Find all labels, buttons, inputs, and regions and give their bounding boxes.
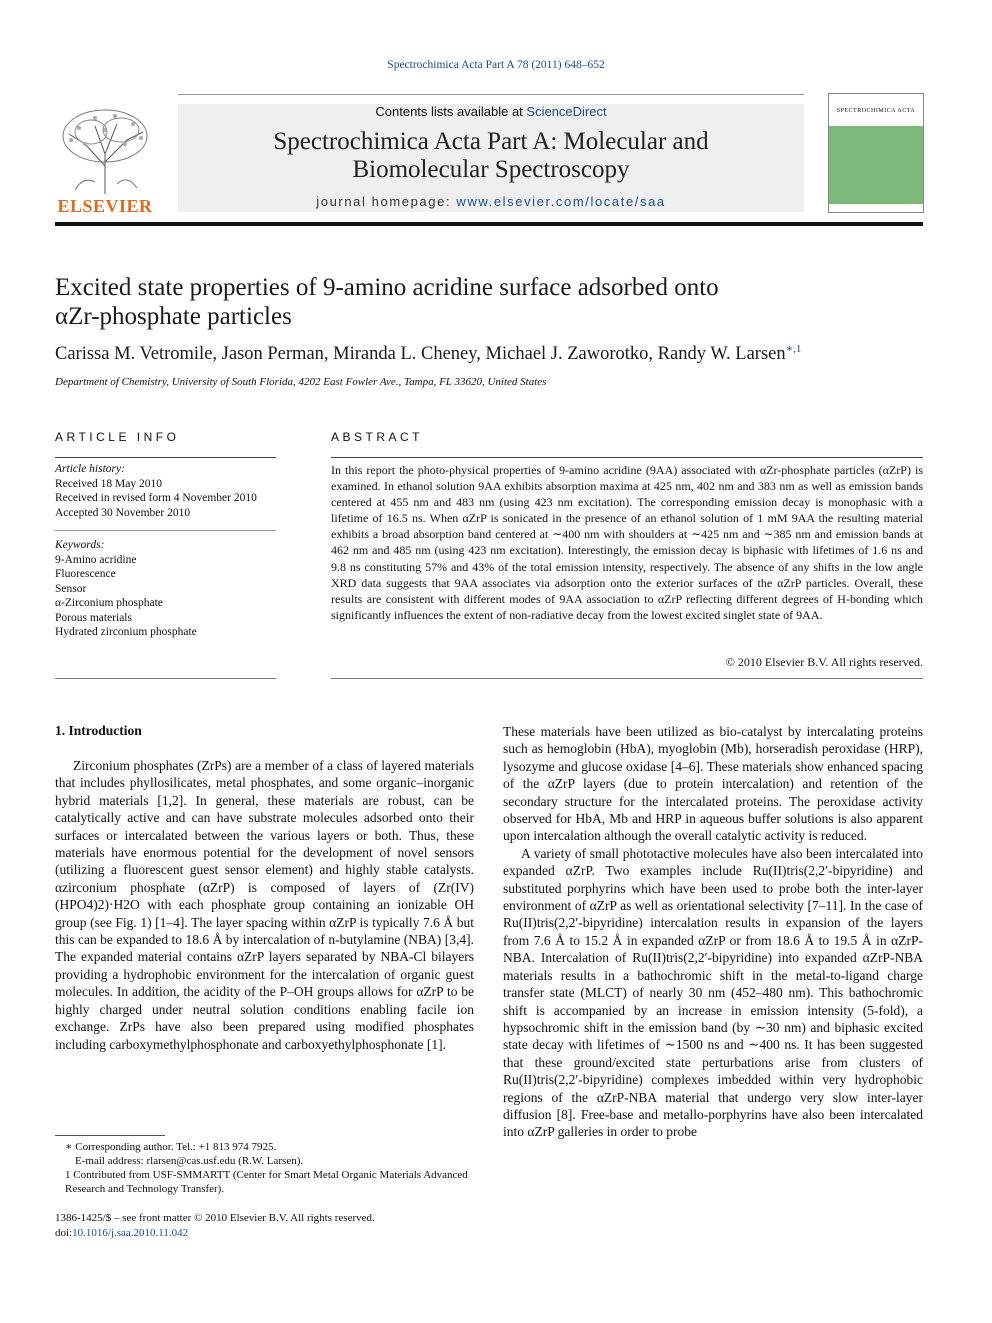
paragraph: Zirconium phosphates (ZrPs) are a member of a class of layered materials that includes phyllosilicates, metal phosphates, and some organic–inorganic hybrid materials [1,2]. In general, these materials are robust, can be catalytically active and can have substrate molecules adsorbed onto their surfaces or intercalated between the various layers or both. Thus, these materials have enormous potential for the development of novel sensors (utilizing a fluorescent guest sensor element) and highly stable catalysts. αzirconium phosphate (αZrP) is composed of layers of (Zr(IV)(HPO4)2)·H2O with each phosphate group containing an ionizable OH group (see Fig. 1) [1–4]. The layer spacing within αZrP is typically 7.6 Å but this can be expanded to 18.6 Å by intercalation of n-butylamine (NBA) [3,4]. The expanded material contains αZrP layers separated by NBA-Cl bilayers providing a hydrophobic environment for the intercalation of organic guest molecules. In addition, the acidity of the P–OH groups allows for αZrP to be highly charged under neutral solution conditions enabling facile ion exchange. ZrPs have also been prepared using modified phosphates including carboxymethylphosphonate and carboxyethylphosphonate [1]. — [55, 758, 474, 1052]
publisher-logo-text: ELSEVIER — [57, 196, 153, 216]
doi-link[interactable]: 10.1016/j.saa.2010.11.042 — [72, 1226, 189, 1239]
issn-line: 1386-1425/$ – see front matter © 2010 Elsevier B.V. All rights reserved. — [55, 1212, 375, 1224]
journal-reference[interactable]: Spectrochimica Acta Part A 78 (2011) 648–652 — [387, 59, 605, 71]
homepage-link[interactable]: www.elsevier.com/locate/saa — [456, 194, 666, 209]
article-info-heading: ARTICLE INFO — [55, 430, 180, 444]
journal-homepage — [178, 194, 804, 209]
history-revised: Received in revised form 4 November 2010 — [55, 492, 257, 504]
journal-title — [178, 128, 804, 184]
article-title-line2: αZr-phosphate particles — [55, 303, 292, 330]
contents-line — [178, 104, 804, 119]
body-right-column — [503, 723, 923, 1141]
keyword: 9-Amino acridine — [55, 553, 137, 566]
article-title — [55, 273, 915, 331]
author-marks[interactable]: ∗,1 — [785, 343, 802, 355]
article-identifiers — [55, 1211, 475, 1240]
journal-title-line1: Spectrochimica Acta Part A: Molecular and — [273, 128, 709, 155]
masthead-top-rule — [178, 94, 804, 95]
keyword: Hydrated zirconium phosphate — [55, 626, 197, 638]
footnote-corresponding: ∗ Corresponding author. Tel.: +1 813 974 7925. — [65, 1141, 277, 1153]
article-info-rule — [55, 457, 276, 458]
article-history — [55, 462, 276, 520]
footnote-email[interactable]: E-mail address: rlarsen@cas.usf.edu (R.W. Larsen). — [75, 1155, 304, 1167]
footnote-contribution: 1 Contributed from USF-SMMARTT (Center for Smart Metal Organic Materials Advanced Research and Technology Transfer). — [65, 1169, 468, 1195]
abstract-bottom-rule — [331, 678, 923, 679]
keyword: Porous materials — [55, 611, 132, 624]
paragraph: These materials have been utilized as bio-catalyst by intercalating proteins such as hemoglobin (HbA), myoglobin (Mb), horseradish peroxidase (HRP), lysozyme and glucose oxidase [4–6]. These materials show enhanced spacing of the αZrP layers (due to protein intercalation) and retention of the secondary structure for the intercalated proteins. The peroxidase activity observed for HbA, Mb and HRP in aqueous buffer solutions is also apparent upon intercalation although the overall catalytic activity is reduced. — [503, 724, 923, 844]
doi-prefix: doi: — [55, 1226, 73, 1239]
journal-cover-thumbnail — [828, 93, 924, 213]
affiliation: Department of Chemistry, University of South Florida, 4202 East Fowler Ave., Tampa, FL 33620, United States — [55, 376, 547, 388]
paragraph: A variety of small phototactive molecules have also been intercalated into expanded αZrP. Two examples include Ru(II)tris(2,2′-bipyridine) and substituted porphyrins which have been used to probe both the inter-layer environment of αZrP as well as orientational selectivity [7–11]. In the case of Ru(II)tris(2,2′-bipyridine) intercalation results in expansion of the layers from 7.6 Å to 15.2 Å in expanded αZrP or from 18.6 Å to 19.5 Å in αZrP-NBA. Intercalation of Ru(II)tris(2,2′-bipyridine) into expanded αZrP-NBA materials results in a bathochromic shift in the metal-to-ligand charge transfer state (MLCT) of nearly 30 nm (452–480 nm). This bathochromic shift is accompanied by an increase in emission intensity (5-fold), a hypsochromic shift in the emission band (by ∼30 nm) and biphasic excited state decay with lifetimes of ∼1500 ns and ∼400 ns. It has been suggested that these ground/excited state perturbations arise from clusters of Ru(II)tris(2,2′-bipyridine) complexes imbedded within very hydrophobic regions of the αZrP-NBA material that undergo very slow inter-layer diffusion [8]. Free-base and metallo-porphyrins have also been intercalated into αZrP galleries in order to probe — [503, 845, 923, 1140]
section-heading-introduction: 1. Introduction — [55, 723, 142, 738]
keywords-rule — [55, 530, 276, 531]
abstract-copyright: © 2010 Elsevier B.V. All rights reserved. — [725, 655, 923, 669]
footnote-rule — [55, 1135, 165, 1136]
abstract-heading: ABSTRACT — [331, 430, 424, 444]
history-label: Article history: — [55, 463, 125, 475]
info-bottom-rule — [55, 678, 276, 679]
journal-banner — [178, 104, 804, 212]
abstract-text: In this report the photo-physical properties of 9-amino acridine (9AA) associated with αZr-phosphate particles (αZrP) is examined. In ethanol solution 9AA exhibits absorption maxima at 425 nm, 402 nm and 383 nm as well as emission bands centered at 455 nm and 483 nm (using 423 nm excitation). The corresponding emission decay is monophasic with a lifetime of 16.5 ns. When αZrP is sonicated in the presence of an ethanol solution of 1 mM 9AA the resulting material exhibits a broad absorption band centered at ∼400 nm with shoulders at ∼425 nm and ∼385 nm and emission bands at 462 nm and 485 nm (using 423 nm excitation). Interestingly, the emission decay is biphasic with lifetimes of 1.6 ns and 9.8 ns constituting 57% and 43% of the total emission intensity, respectively. The absence of any shifts in the low angle XRD data suggests that 9AA associates via adsorption onto the exterior surfaces of the αZrP particles. Overall, these results are consistent with different modes of 9AA association to αZrP reflecting different degrees of H-bonding which significantly influences the extent of non-radiative decay from the lowest excited singlet state of 9AA. — [331, 463, 923, 622]
homepage-prefix: journal homepage: — [316, 194, 457, 209]
journal-title-line2: Biomolecular Spectroscopy — [352, 156, 630, 183]
keyword: Sensor — [55, 582, 87, 595]
keywords-block — [55, 538, 276, 640]
cover-green-panel — [829, 126, 923, 204]
history-received: Received 18 May 2010 — [55, 477, 162, 490]
keyword: Fluorescence — [55, 568, 116, 580]
abstract-rule — [331, 457, 923, 458]
authors: Carissa M. Vetromile, Jason Perman, Miranda L. Cheney, Michael J. Zaworotko, Randy W. Larsen — [55, 344, 786, 365]
doi-line — [55, 1226, 475, 1241]
author-list — [55, 342, 923, 365]
body-left-column — [55, 757, 474, 1053]
keyword: α-Zirconium phosphate — [55, 597, 163, 609]
footnotes — [55, 1140, 475, 1196]
keywords-label: Keywords: — [55, 539, 105, 551]
header-divider — [55, 222, 923, 226]
contents-prefix: Contents lists available at — [375, 104, 527, 119]
article-title-line1: Excited state properties of 9-amino acridine surface adsorbed onto — [55, 274, 719, 301]
history-accepted: Accepted 30 November 2010 — [55, 506, 191, 519]
cover-title: SPECTROCHIMICA ACTA — [836, 108, 916, 114]
sciencedirect-link[interactable]: ScienceDirect — [526, 104, 607, 119]
